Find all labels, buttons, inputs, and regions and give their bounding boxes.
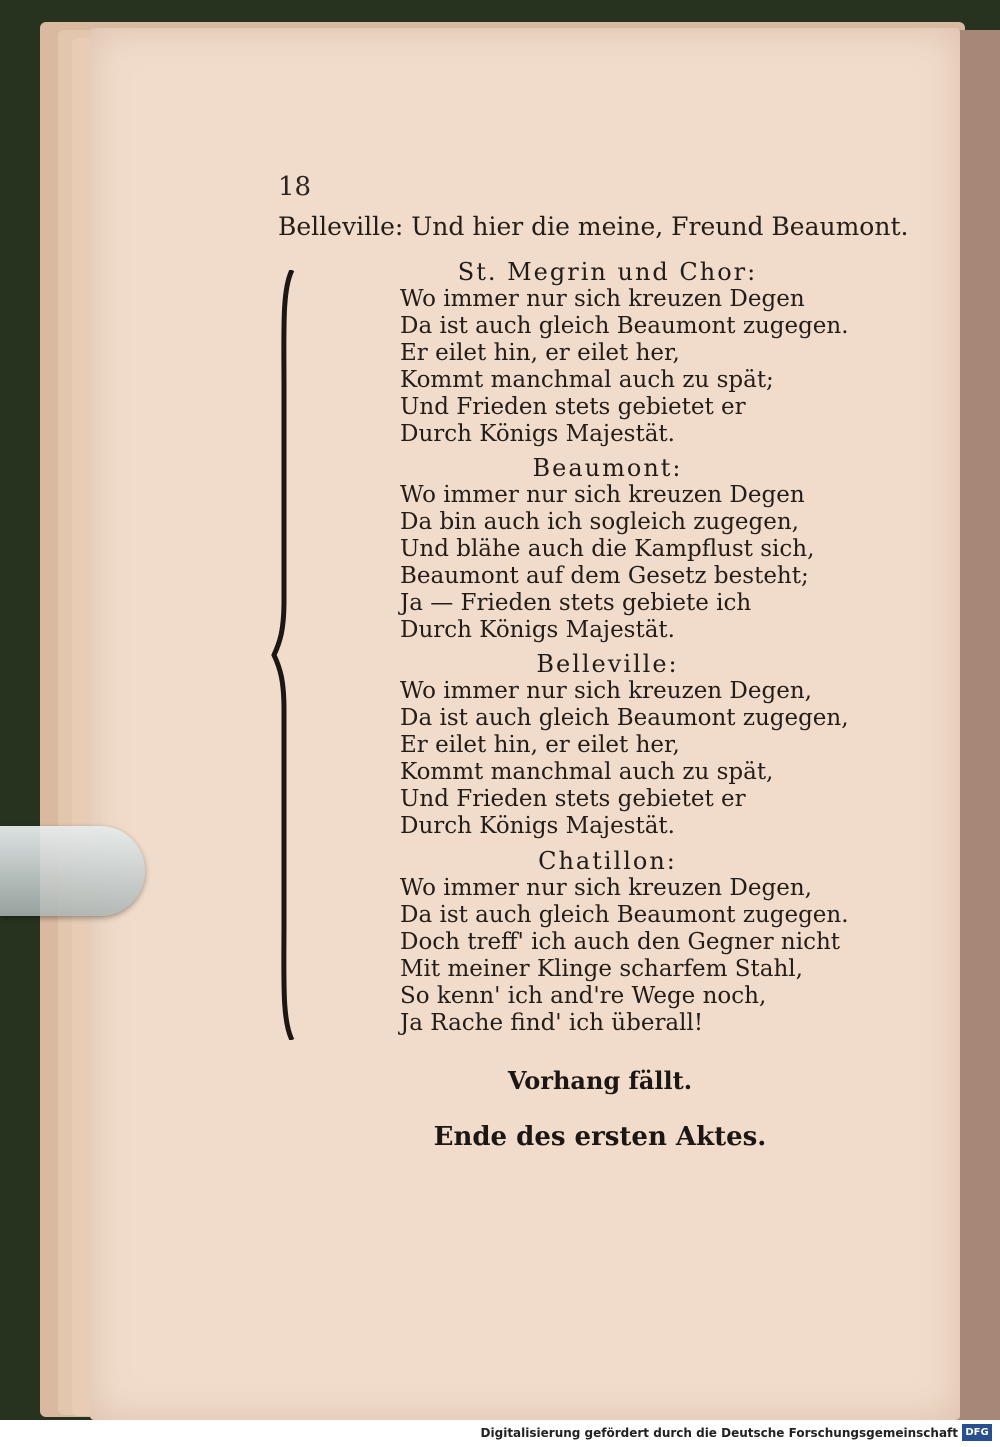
verse-line: Wo immer nur sich kreuzen Degen — [400, 482, 805, 508]
verse-line: Da ist auch gleich Beaumont zugegen. — [400, 902, 849, 928]
verse-line: Ja Rache find' ich überall! — [400, 1010, 704, 1036]
verse-line: Da ist auch gleich Beaumont zugegen, — [400, 705, 849, 731]
book-spine-edge — [958, 30, 1000, 1420]
verse-line: Durch Königs Majestät. — [400, 813, 675, 839]
verse-line: Durch Königs Majestät. — [400, 617, 675, 643]
verse-line: Da bin auch ich sogleich zugegen, — [400, 509, 799, 535]
verse-line: Und Frieden stets gebietet er — [400, 394, 746, 420]
verse-line: Durch Königs Majestät. — [400, 421, 675, 447]
verse-line: Wo immer nur sich kreuzen Degen, — [400, 875, 812, 901]
page-number: 18 — [278, 172, 312, 202]
verse-line: Und blähe auch die Kampflust sich, — [400, 536, 815, 562]
verse-line: Ja — Frieden stets gebiete ich — [400, 590, 752, 616]
opening-line: Belleville: Und hier die meine, Freund Beaumont. — [278, 212, 909, 241]
speaker-label: Chatillon: — [538, 847, 677, 875]
verse-line: Mit meiner Klinge scharfem Stahl, — [400, 956, 803, 982]
footer-credit: Digitalisierung gefördert durch die Deutsche Forschungsgemeinschaft — [480, 1426, 958, 1440]
verse-line: Wo immer nur sich kreuzen Degen, — [400, 678, 812, 704]
page-clip — [0, 826, 145, 916]
end-of-act-heading: Ende des ersten Aktes. — [433, 1122, 767, 1152]
curly-brace-icon — [270, 270, 300, 1040]
dfg-logo: DFG — [962, 1424, 992, 1441]
speaker-label: Belleville: — [536, 650, 679, 678]
verse-line: So kenn' ich and're Wege noch, — [400, 983, 767, 1009]
verse-line: Er eilet hin, er eilet her, — [400, 732, 680, 758]
curtain-heading: Vorhang fällt. — [507, 1066, 693, 1095]
verse-line: Beaumont auf dem Gesetz besteht; — [400, 563, 809, 589]
verse-line: Kommt manchmal auch zu spät, — [400, 759, 774, 785]
verse-line: Und Frieden stets gebietet er — [400, 786, 746, 812]
verse-line: Kommt manchmal auch zu spät; — [400, 367, 774, 393]
verse-line: Wo immer nur sich kreuzen Degen — [400, 286, 805, 312]
verse-line: Er eilet hin, er eilet her, — [400, 340, 680, 366]
verse-line: Doch treff' ich auch den Gegner nicht — [400, 929, 841, 955]
speaker-label: St. Megrin und Chor: — [457, 258, 758, 286]
verse-line: Da ist auch gleich Beaumont zugegen. — [400, 313, 849, 339]
speaker-label: Beaumont: — [532, 454, 683, 482]
